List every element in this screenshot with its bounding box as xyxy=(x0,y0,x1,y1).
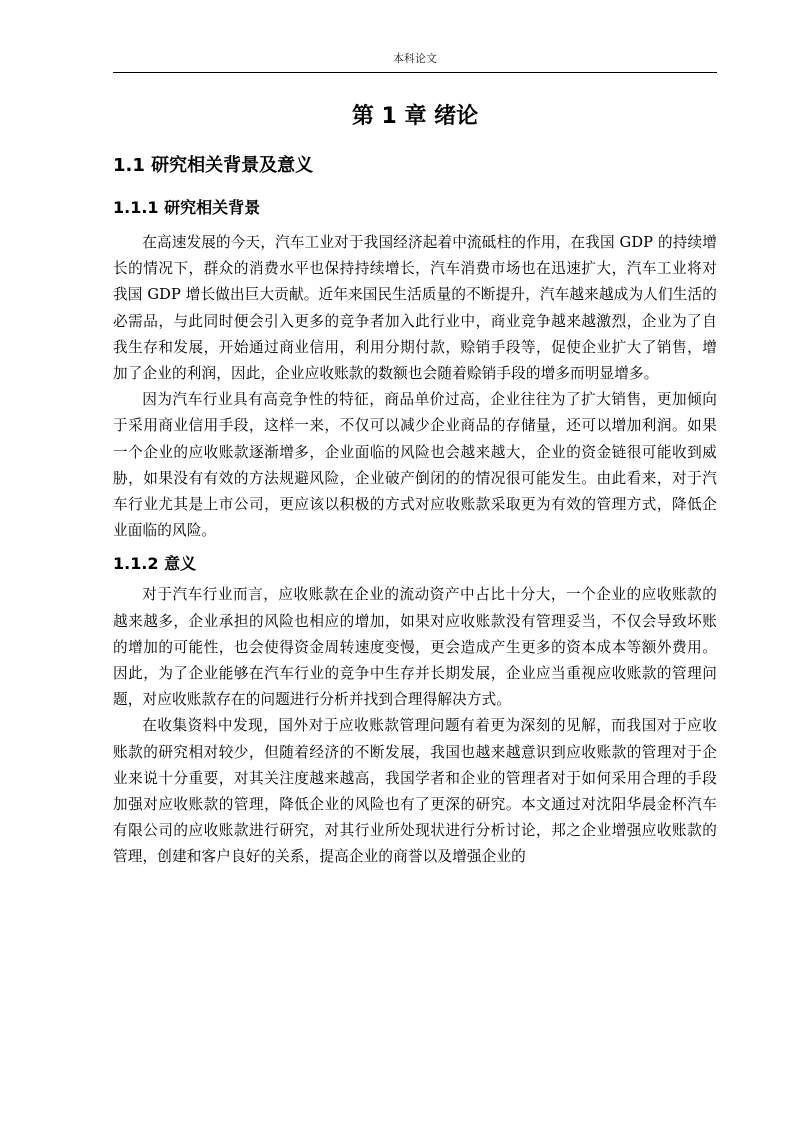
paragraph-background-2: 因为汽车行业具有高竞争性的特征，商品单价过高，企业往往为了扩大销售，更加倾向于采用商业信用手段，这样一来，不仅可以减少企业商品的存储量，还可以增加利润。如果一个企业的应收账款逐渐增多，企业面临的风险也会越来越大，企业的资金链很可能收到威胁，如果没有有效的方法规避风险，企业破产倒闭的的情况很可能发生。由此看来，对于汽车行业尤其是上市公司，更应该以积极的方式对应收账款采取更为有效的管理方式，降低企业面临的风险。 xyxy=(113,391,717,540)
section-heading-1-1: 1.1 研究相关背景及意义 xyxy=(113,155,314,176)
paragraph-significance-2: 在收集资料中发现，国外对于应收账款管理问题有着更为深刻的见解，而我国对于应收账款的研究相对较少，但随着经济的不断发展，我国也越来越意识到应收账款的管理对于企业来说十分重要，对其关注度越来越高，我国学者和企业的管理者对于如何采用合理的手段加强对应收账款的管理，降低企业的风险也有了更深的研究。本文通过对沈阳华晨金杯汽车有限公司的应收账款进行研究，对其行业所处现状进行分析讨论，邦之企业增强应收账款的管理，创建和客户良好的关系，提高企业的商誉以及增强企业的 xyxy=(113,717,717,866)
paragraph-background-1: 在高速发展的今天，汽车工业对于我国经济起着中流砥柱的作用，在我国 GDP 的持续增长的情况下，群众的消费水平也保持持续增长，汽车消费市场也在迅速扩大，汽车工业将对我国 GDP 增长做出巨大贡献。近年来国民生活质量的不断提升，汽车越来越成为人们生活的必需品，与此同时便会引入更多的竞争者加入此行业中，商业竞争越来越激烈，企业为了自我生存和发展，开始通过商业信用，利用分期付款，赊销手段等，促使企业扩大了销售，增加了企业的利润，因此，企业应收账款的数额也会随着赊销手段的增多而明显增多。 xyxy=(113,234,717,383)
chapter-title: 第 1 章 绪论 xyxy=(351,104,479,129)
section-heading-1-1-2: 1.1.2 意义 xyxy=(113,554,197,574)
running-header: 本科论文 xyxy=(393,52,437,65)
section-heading-1-1-1: 1.1.1 研究相关背景 xyxy=(113,198,261,217)
paragraph-significance-1: 对于汽车行业而言，应收账款在企业的流动资产中占比十分大，一个企业的应收账款的越来越多，企业承担的风险也相应的增加，如果对应收账款没有管理妥当，不仅会导致坏账的增加的可能性，也会使得资金周转速度变慢，更会造成产生更多的资本成本等额外费用。因此，为了企业能够在汽车行业的竞争中生存并长期发展，企业应当重视应收账款的管理问题，对应收账款存在的问题进行分析并找到合理得解决方式。 xyxy=(113,586,717,709)
document-body xyxy=(113,96,717,871)
header-rule xyxy=(113,72,717,73)
